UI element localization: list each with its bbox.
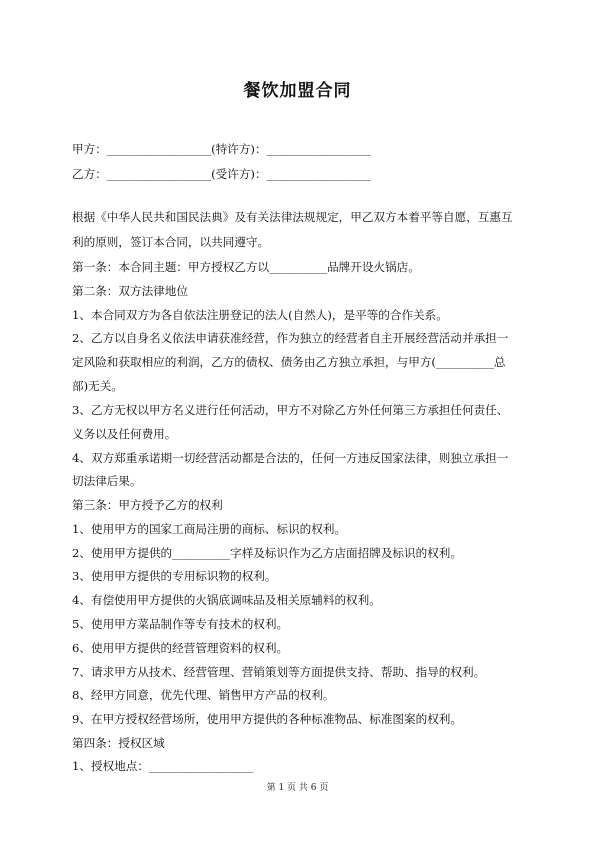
clause-line: 6、使用甲方提供的经营管理资料的权利。 bbox=[72, 641, 289, 655]
clause-line: 义务以及任何费用。 bbox=[72, 427, 177, 441]
page-footer: 第 1 页 共 6 页 bbox=[266, 783, 329, 793]
clause-line: 4、双方郑重承诺期一切经营活动都是合法的，任何一方违反国家法律，则独立承担一 bbox=[72, 451, 509, 465]
clause-line: 5、使用甲方菜品制作等专有技术的权利。 bbox=[72, 617, 289, 631]
paragraph-line: 利的原则，签订本合同，以共同遵守。 bbox=[72, 235, 270, 249]
clause-line: 2、乙方以自身名义依法申请获准经营，作为独立的经营者自主开展经营活动并承担一 bbox=[72, 331, 509, 345]
paragraph-line: 根据《中华人民共和国民法典》及有关法律法规规定，甲乙双方本着平等自愿，互惠互 bbox=[72, 210, 513, 224]
clause-line: 1、使用甲方的国家工商局注册的商标、标识的权利。 bbox=[72, 522, 347, 536]
article-3-heading: 第三条：甲方授予乙方的权利 bbox=[72, 498, 223, 512]
clause-line: 3、乙方无权以甲方名义进行任何活动，甲方不对除乙方外任何第三方承担任何责任、 bbox=[72, 403, 509, 417]
clause-line: 部)无关。 bbox=[72, 379, 123, 393]
clause-line: 4、有偿使用甲方提供的火锅底调味品及相关原辅料的权利。 bbox=[72, 593, 381, 607]
clause-line: 9、在甲方授权经营场所，使用甲方提供的各种标准物品、标准图案的权利。 bbox=[72, 712, 462, 726]
party-a-line: 甲方：__________________(特许方)：__________________ bbox=[72, 142, 371, 156]
article-4-heading: 第四条：授权区域 bbox=[72, 736, 165, 750]
clause-line: 1、授权地点：__________________ bbox=[72, 759, 254, 773]
clause-line: 定风险和获取相应的利润，乙方的债权、债务由乙方独立承担，与甲方(__________总 bbox=[72, 355, 506, 369]
article-2-heading: 第二条：双方法律地位 bbox=[72, 284, 188, 298]
clause-line: 2、使用甲方提供的__________字样及标识作为乙方店面招牌及标识的权利。 bbox=[72, 546, 462, 560]
party-b-line: 乙方：__________________(受许方)：__________________ bbox=[72, 167, 371, 181]
clause-line: 7、请求甲方从技术、经营管理、营销策划等方面提供支持、帮助、指导的权利。 bbox=[72, 665, 486, 679]
clause-line: 1、本合同双方为各自依法注册登记的法人(自然人)，是平等的合作关系。 bbox=[72, 308, 448, 322]
clause-line: 3、使用甲方提供的专用标识物的权利。 bbox=[72, 569, 277, 583]
article-1-line: 第一条：本合同主题：甲方授权乙方以__________品牌开设火锅店。 bbox=[72, 260, 420, 274]
clause-line: 8、经甲方同意，优先代理、销售甲方产品的权利。 bbox=[72, 688, 335, 702]
document-title: 餐饮加盟合同 bbox=[243, 81, 352, 101]
clause-line: 切法律后果。 bbox=[72, 474, 142, 488]
